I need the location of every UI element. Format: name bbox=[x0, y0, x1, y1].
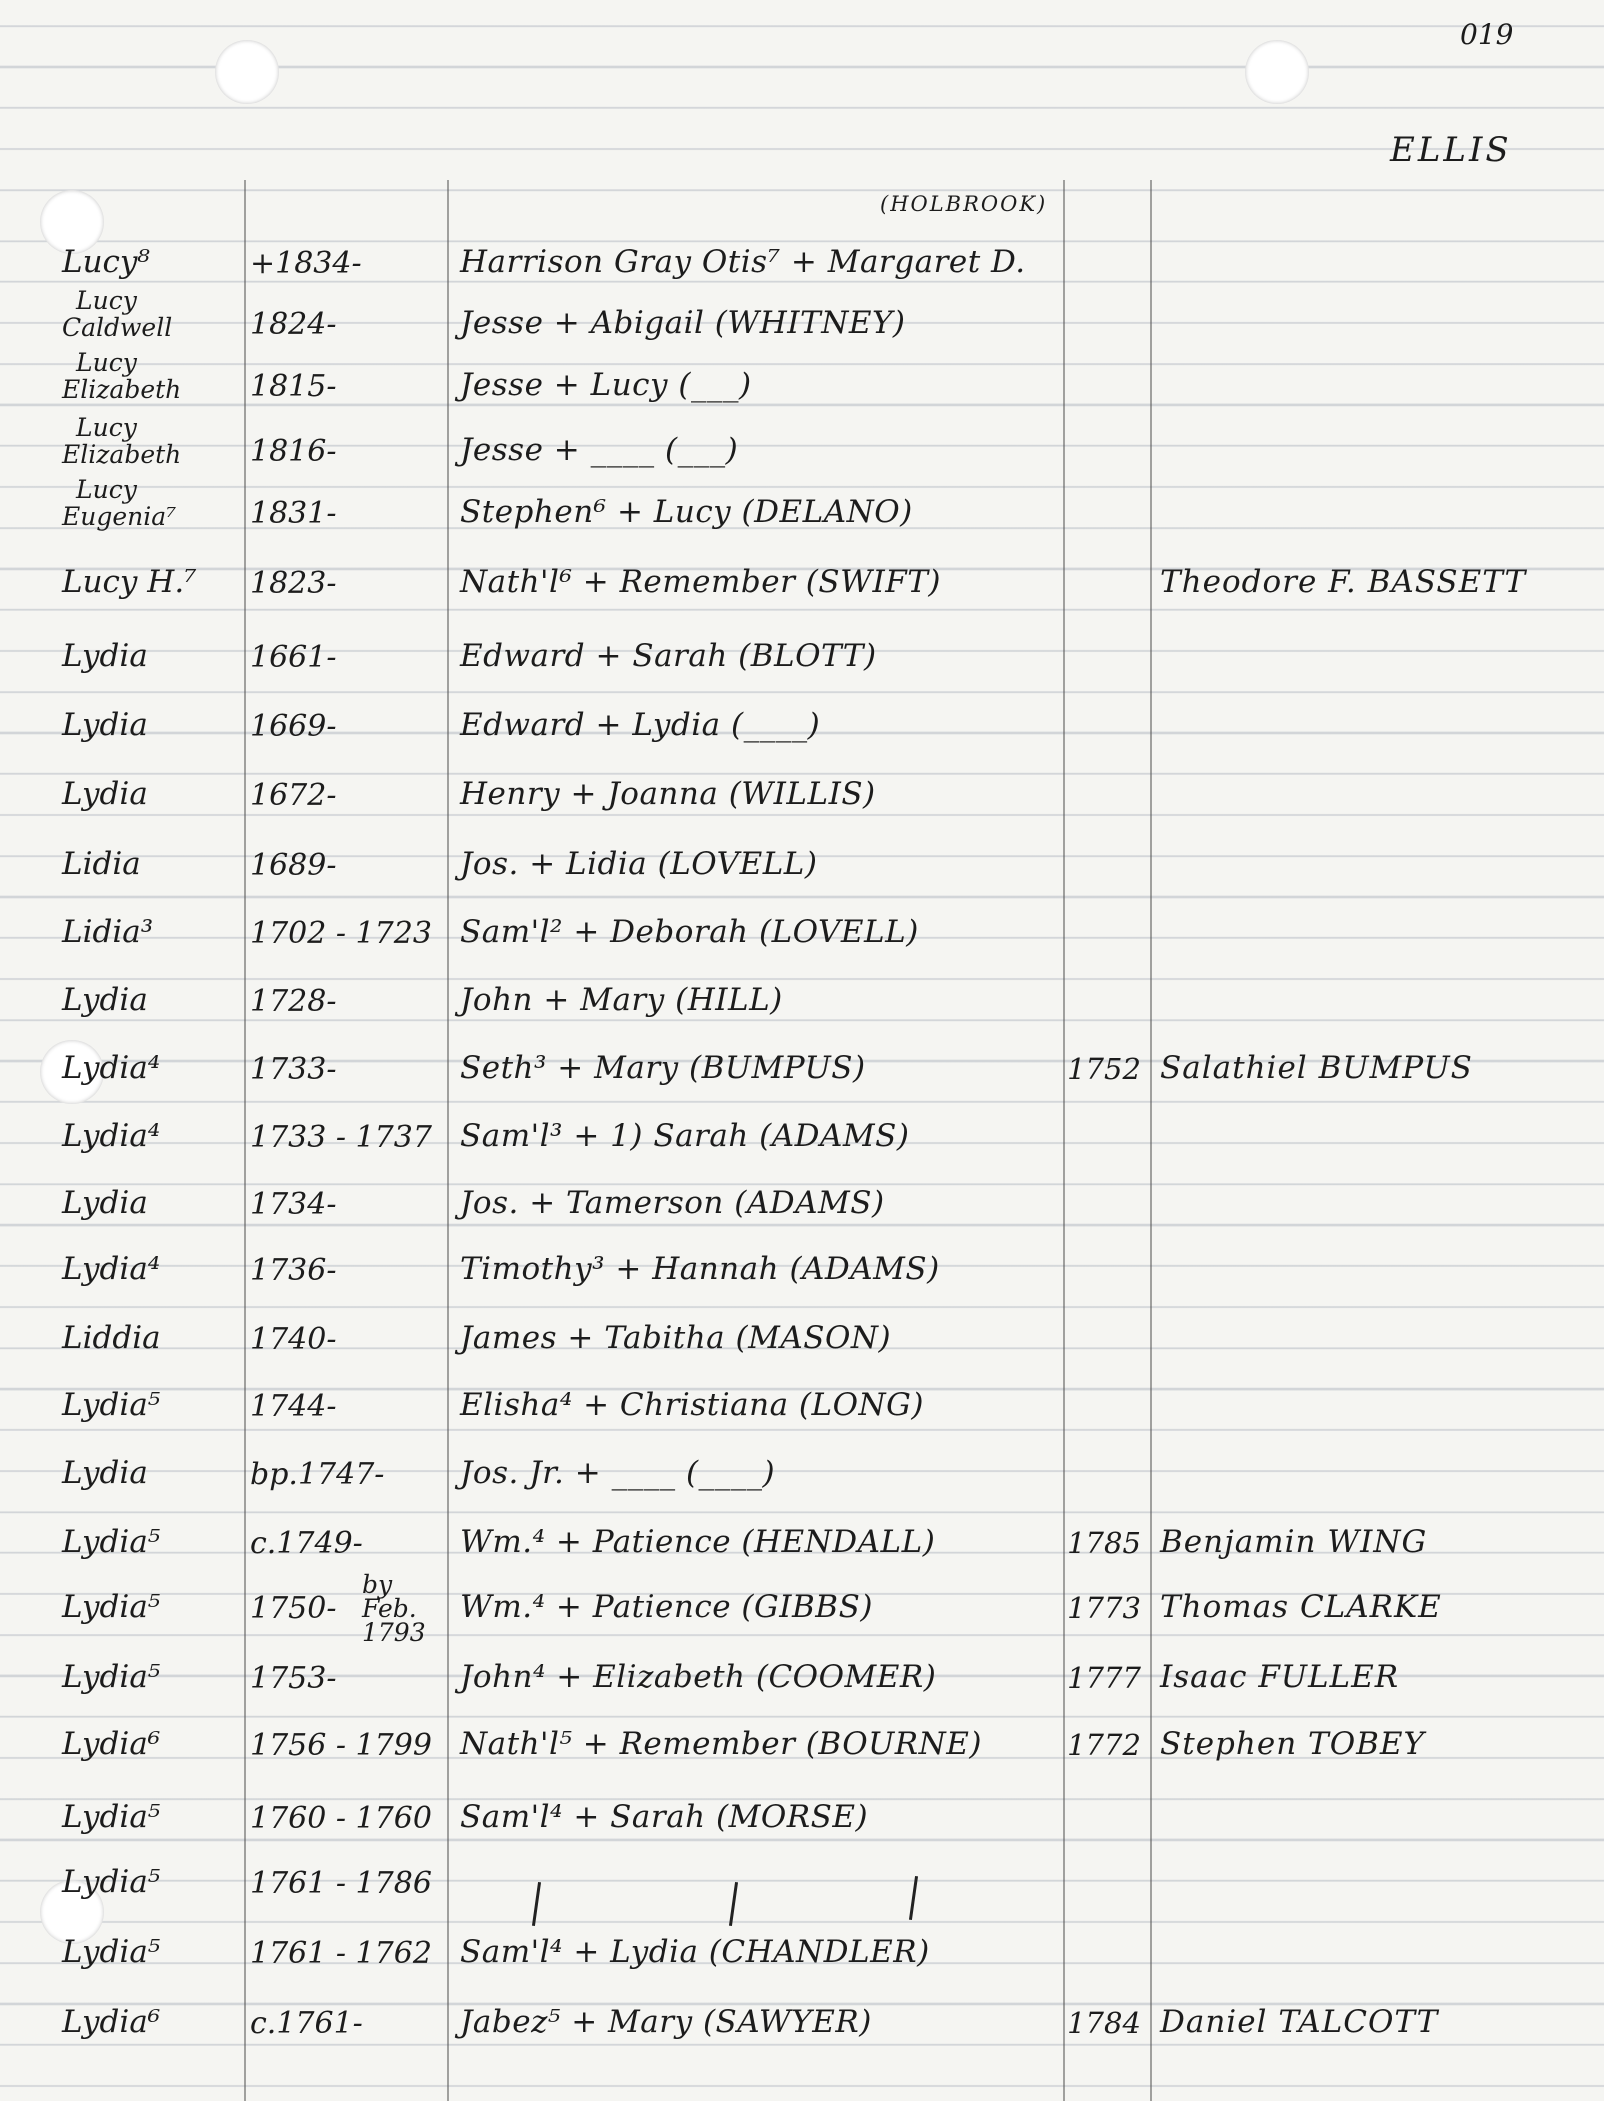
birth-death-date: +1834- bbox=[250, 246, 362, 281]
marriage-year: 1785 bbox=[1067, 1526, 1141, 1560]
spouse: Salathiel BUMPUS bbox=[1160, 1050, 1473, 1086]
child-name bbox=[62, 2004, 242, 2040]
child-name-line1: Lydia bbox=[62, 1185, 148, 1221]
birth-death-date: 1733- bbox=[250, 1052, 337, 1087]
table-row bbox=[0, 1520, 1604, 1588]
birth-death-date: 1661- bbox=[250, 640, 337, 675]
child-name-line1: Lydia⁴ bbox=[62, 1050, 161, 1086]
child-name bbox=[62, 1864, 242, 1900]
parents: Sam'l³ + 1) Sarah (ADAMS) bbox=[460, 1118, 910, 1154]
table-row bbox=[0, 1860, 1604, 1928]
parents: Elisha⁴ + Christiana (LONG) bbox=[460, 1387, 924, 1423]
birth-death-date: c.1761- bbox=[250, 2006, 363, 2041]
punch-hole-top-right bbox=[1245, 40, 1309, 104]
parents: Wm.⁴ + Patience (HENDALL) bbox=[460, 1524, 936, 1560]
child-name bbox=[62, 1387, 242, 1423]
child-name bbox=[62, 1455, 242, 1491]
surname-heading: ELLIS bbox=[1390, 130, 1512, 170]
parents: Seth³ + Mary (BUMPUS) bbox=[460, 1050, 866, 1086]
child-name-line1: Lucy⁸ bbox=[62, 244, 150, 280]
child-name-line1: Lucy bbox=[76, 348, 137, 377]
birth-death-date: 1672- bbox=[250, 778, 337, 813]
table-row bbox=[0, 1930, 1604, 1998]
table-row bbox=[0, 475, 1604, 558]
date-note: by Feb. 1793 bbox=[362, 1570, 426, 1647]
punch-hole-top-left bbox=[215, 40, 279, 104]
child-name bbox=[62, 1799, 242, 1835]
birth-death-date: 1753- bbox=[250, 1661, 337, 1696]
birth-death-date: 1824- bbox=[250, 307, 337, 342]
parents: Harrison Gray Otis⁷ + Margaret D. bbox=[460, 244, 1026, 280]
marriage-year: 1777 bbox=[1067, 1661, 1141, 1695]
child-name bbox=[62, 1050, 242, 1086]
birth-death-date: 1744- bbox=[250, 1389, 337, 1424]
child-name-line2: Elizabeth bbox=[62, 375, 182, 404]
child-name-line1: Lucy bbox=[76, 413, 137, 442]
table-row bbox=[0, 1247, 1604, 1315]
table-row bbox=[0, 560, 1604, 628]
marriage-year: 1752 bbox=[1067, 1052, 1141, 1086]
birth-death-date: 1734- bbox=[250, 1187, 337, 1222]
spouse: Theodore F. BASSETT bbox=[1160, 564, 1527, 600]
spouse: Isaac FULLER bbox=[1160, 1659, 1400, 1695]
child-name-line1: Lydia⁵ bbox=[62, 1589, 161, 1625]
child-name-line2: Elizabeth bbox=[62, 440, 182, 469]
parents: John + Mary (HILL) bbox=[460, 982, 783, 1018]
child-name bbox=[62, 1934, 242, 1970]
table-row bbox=[0, 978, 1604, 1046]
birth-death-date: 1736- bbox=[250, 1253, 337, 1288]
table-row bbox=[0, 910, 1604, 978]
marriage-year: 1773 bbox=[1067, 1591, 1141, 1625]
child-name bbox=[62, 1118, 242, 1154]
parents: Stephen⁶ + Lucy (DELANO) bbox=[460, 494, 913, 530]
child-name-line1: Lydia⁵ bbox=[62, 1524, 161, 1560]
birth-death-date: 1756 - 1799 bbox=[250, 1728, 432, 1763]
spouse: Thomas CLARKE bbox=[1160, 1589, 1442, 1625]
parents: Wm.⁴ + Patience (GIBBS) bbox=[460, 1589, 873, 1625]
birth-death-date: 1740- bbox=[250, 1322, 337, 1357]
birth-death-date: 1816- bbox=[250, 434, 337, 469]
child-name bbox=[62, 287, 242, 341]
child-name bbox=[62, 414, 242, 468]
birth-death-date: 1733 - 1737 bbox=[250, 1120, 432, 1155]
marriage-year: 1772 bbox=[1067, 1728, 1141, 1762]
parents: Timothy³ + Hannah (ADAMS) bbox=[460, 1251, 940, 1287]
child-name-line1: Lydia⁵ bbox=[62, 1659, 161, 1695]
birth-death-date: 1831- bbox=[250, 496, 337, 531]
table-row bbox=[0, 1451, 1604, 1519]
child-name-line1: Lydia⁴ bbox=[62, 1251, 161, 1287]
child-name bbox=[62, 707, 242, 743]
table-row bbox=[0, 842, 1604, 910]
child-name-line1: Lydia bbox=[62, 638, 148, 674]
child-name bbox=[62, 846, 242, 882]
spouse: Benjamin WING bbox=[1160, 1524, 1428, 1560]
child-name bbox=[62, 349, 242, 403]
birth-death-date: 1669- bbox=[250, 709, 337, 744]
child-name-line1: Lucy bbox=[76, 475, 137, 504]
child-name bbox=[62, 914, 242, 950]
birth-death-date: 1760 - 1760 bbox=[250, 1801, 432, 1836]
child-name-line1: Lydia bbox=[62, 776, 148, 812]
birth-death-date: 1761 - 1786 bbox=[250, 1866, 432, 1901]
child-name-line1: Lidia bbox=[62, 846, 141, 882]
child-name-line1: Lydia⁵ bbox=[62, 1864, 161, 1900]
child-name bbox=[62, 1589, 242, 1625]
parents: Sam'l⁴ + Sarah (MORSE) bbox=[460, 1799, 869, 1835]
child-name bbox=[62, 1524, 242, 1560]
child-name-line1: Lucy bbox=[76, 286, 137, 315]
birth-death-date: bp.1747- bbox=[250, 1457, 385, 1492]
parents: Edward + Lydia (____) bbox=[460, 707, 821, 743]
child-name-line1: Lydia⁵ bbox=[62, 1387, 161, 1423]
birth-death-date: 1823- bbox=[250, 566, 337, 601]
child-name-line2: Eugenia⁷ bbox=[62, 502, 177, 531]
marriage-year: 1784 bbox=[1067, 2006, 1141, 2040]
child-name bbox=[62, 244, 242, 280]
child-name bbox=[62, 1185, 242, 1221]
child-name-line1: Lydia bbox=[62, 707, 148, 743]
parents: Nath'l⁶ + Remember (SWIFT) bbox=[460, 564, 941, 600]
table-row bbox=[0, 1383, 1604, 1451]
child-name-line1: Lydia⁴ bbox=[62, 1118, 161, 1154]
child-name-line1: Liddia bbox=[62, 1320, 161, 1356]
spouse: Daniel TALCOTT bbox=[1160, 2004, 1439, 2040]
page-number: 019 bbox=[1460, 18, 1514, 51]
table-row bbox=[0, 2000, 1604, 2068]
parents: Jesse + ____ (___) bbox=[460, 432, 739, 468]
child-name bbox=[62, 476, 242, 530]
birth-death-date: 1728- bbox=[250, 984, 337, 1019]
parents: Jos. Jr. + ____ (____) bbox=[460, 1455, 776, 1491]
birth-death-date: 1702 - 1723 bbox=[250, 916, 432, 951]
table-row bbox=[0, 1795, 1604, 1863]
birth-death-date: 1689- bbox=[250, 848, 337, 883]
table-row bbox=[0, 1570, 1604, 1653]
table-row bbox=[0, 772, 1604, 840]
parents: Jos. + Tamerson (ADAMS) bbox=[460, 1185, 885, 1221]
child-name-line1: Lydia⁵ bbox=[62, 1934, 161, 1970]
parents: Jesse + Lucy (___) bbox=[460, 367, 752, 403]
child-name bbox=[62, 1659, 242, 1695]
parents: Jesse + Abigail (WHITNEY) bbox=[460, 305, 906, 341]
parents: Edward + Sarah (BLOTT) bbox=[460, 638, 877, 674]
parents: Jos. + Lidia (LOVELL) bbox=[460, 846, 818, 882]
table-row bbox=[0, 1181, 1604, 1249]
parents: John⁴ + Elizabeth (COOMER) bbox=[460, 1659, 937, 1695]
birth-death-date: 1761 - 1762 bbox=[250, 1936, 432, 1971]
table-row bbox=[0, 1316, 1604, 1384]
child-name bbox=[62, 1251, 242, 1287]
parents: Nath'l⁵ + Remember (BOURNE) bbox=[460, 1726, 982, 1762]
table-row bbox=[0, 1655, 1604, 1723]
child-name bbox=[62, 982, 242, 1018]
child-name bbox=[62, 776, 242, 812]
child-name bbox=[62, 564, 242, 600]
parents: Jabez⁵ + Mary (SAWYER) bbox=[460, 2004, 872, 2040]
child-name-line1: Lydia⁵ bbox=[62, 1799, 161, 1835]
table-row bbox=[0, 1046, 1604, 1114]
table-row bbox=[0, 703, 1604, 771]
parents: Henry + Joanna (WILLIS) bbox=[460, 776, 876, 812]
table-row bbox=[0, 1114, 1604, 1182]
birth-death-date: 1750- bbox=[250, 1591, 337, 1626]
parents: James + Tabitha (MASON) bbox=[460, 1320, 892, 1356]
child-name-line1: Lydia bbox=[62, 982, 148, 1018]
child-name bbox=[62, 1320, 242, 1356]
child-name-line1: Lydia bbox=[62, 1455, 148, 1491]
child-name-line2: Caldwell bbox=[62, 313, 173, 342]
table-row bbox=[0, 1722, 1604, 1790]
child-name-line1: Lydia⁶ bbox=[62, 1726, 161, 1762]
birth-death-date: 1815- bbox=[250, 369, 337, 404]
spouse: Stephen TOBEY bbox=[1160, 1726, 1425, 1762]
parents: Sam'l⁴ + Lydia (CHANDLER) bbox=[460, 1934, 930, 1970]
birth-death-date: c.1749- bbox=[250, 1526, 363, 1561]
table-row bbox=[0, 634, 1604, 702]
parents-note-above: (HOLBROOK) bbox=[880, 192, 1048, 216]
child-name bbox=[62, 638, 242, 674]
child-name-line1: Lidia³ bbox=[62, 914, 154, 950]
parents: Sam'l² + Deborah (LOVELL) bbox=[460, 914, 919, 950]
child-name-line1: Lydia⁶ bbox=[62, 2004, 161, 2040]
child-name bbox=[62, 1726, 242, 1762]
child-name-line1: Lucy H.⁷ bbox=[62, 564, 197, 600]
